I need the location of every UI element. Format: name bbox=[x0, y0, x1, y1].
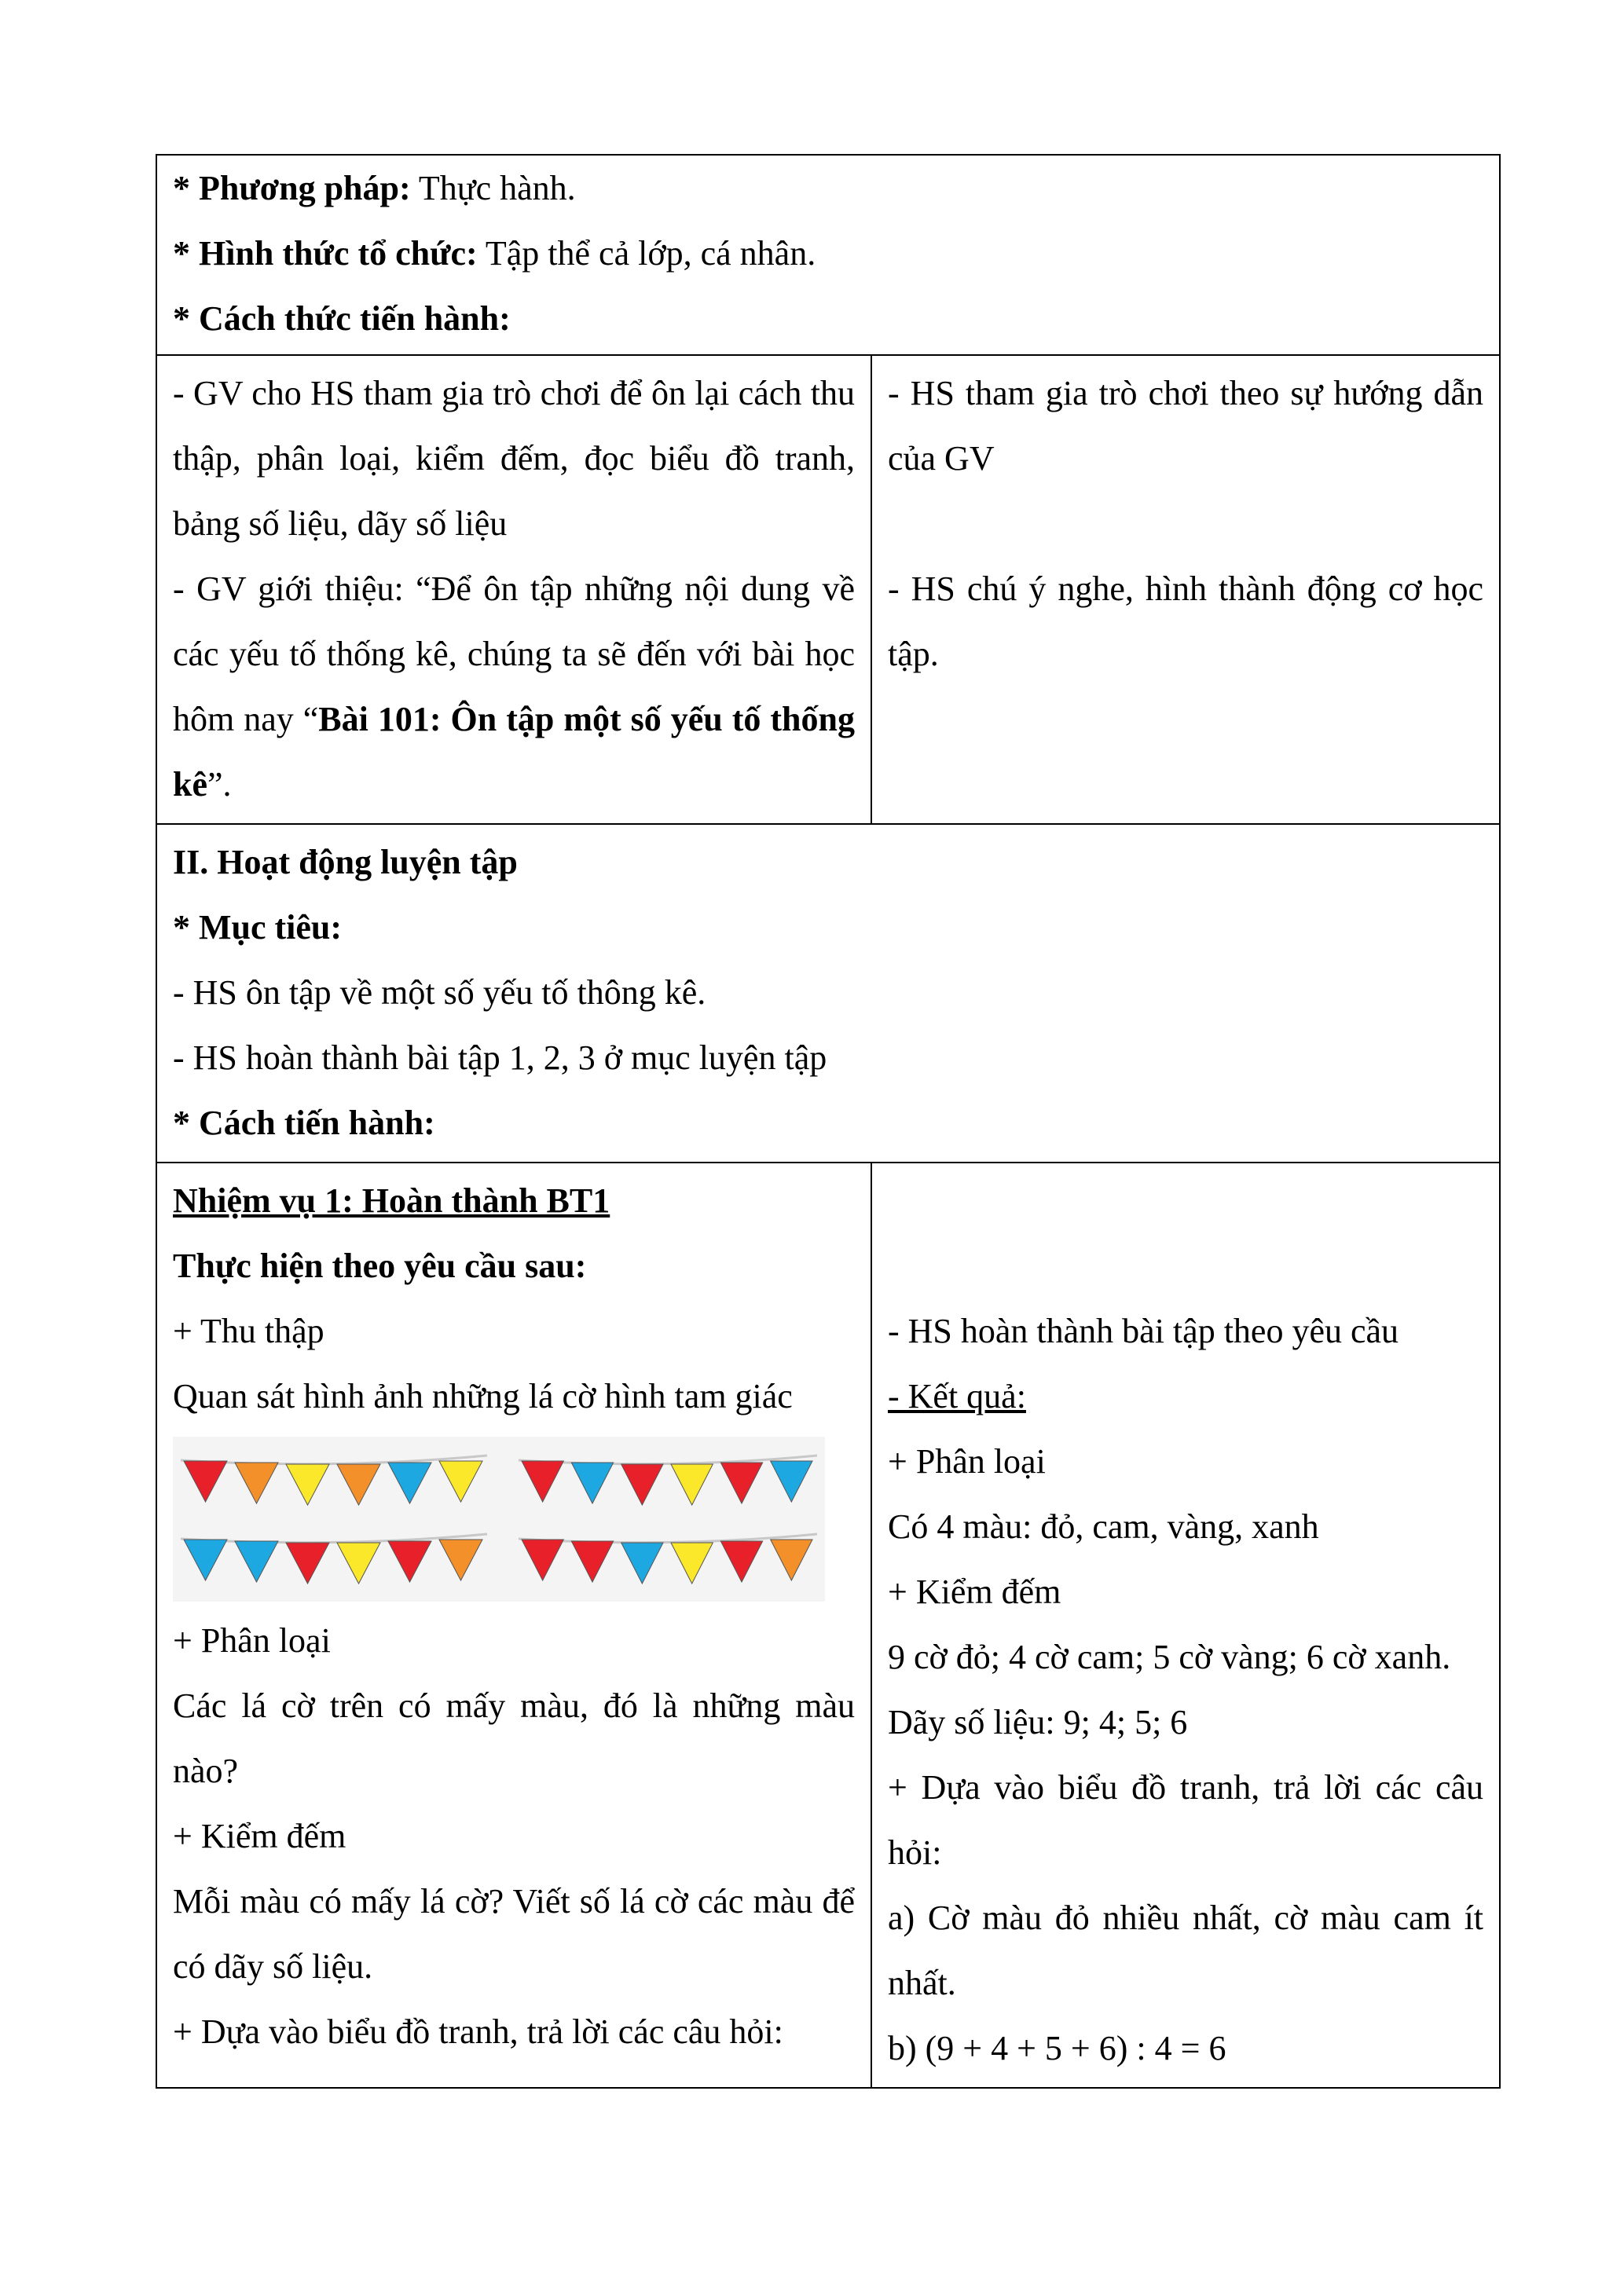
practice-header-row bbox=[156, 824, 1500, 1163]
teacher-cell bbox=[156, 355, 871, 824]
answer-series: Dãy số liệu: 9; 4; 5; 6 bbox=[888, 1703, 1188, 1741]
task-title: Nhiệm vụ 1: Hoàn thành BT1 bbox=[173, 1181, 610, 1220]
task-sub: Thực hiện theo yêu cầu sau: bbox=[173, 1247, 587, 1285]
teacher-activity-2: - GV giới thiệu: “Để ôn tập những nội dung về các yếu tố thống kê, chúng ta sẽ đến với bài học hôm nay “Bài 101: Ôn tập một số yếu tố thống kê”. bbox=[173, 569, 855, 804]
answer-classify: + Phân loại bbox=[888, 1442, 1046, 1481]
teacher-activity-1: - GV cho HS tham gia trò chơi để ôn lại cách thu thập, phân loại, kiểm đếm, đọc biểu đồ tranh, bảng số liệu, dãy số liệu bbox=[173, 374, 855, 543]
task1-teacher-cell bbox=[156, 1163, 871, 2088]
count-label: + Kiểm đếm bbox=[173, 1817, 346, 1855]
form-line: * Hình thức tổ chức: Tập thể cả lớp, cá nhân. bbox=[173, 234, 816, 273]
procedure-label: * Cách thức tiến hành: bbox=[173, 299, 511, 338]
method-row bbox=[156, 155, 1500, 355]
lesson-table bbox=[156, 154, 1501, 2089]
answer-count-values: 9 cờ đỏ; 4 cờ cam; 5 cờ vàng; 6 cờ xanh. bbox=[888, 1638, 1451, 1676]
student-cell bbox=[871, 355, 1500, 824]
answer-b: b) (9 + 4 + 5 + 6) : 4 = 6 bbox=[888, 2029, 1226, 2067]
answer-result-label: - Kết quả: bbox=[888, 1377, 1026, 1415]
student-activity-2: - HS chú ý nghe, hình thành động cơ học tập. bbox=[888, 569, 1484, 673]
student-activity-1: - HS tham gia trò chơi theo sự hướng dẫn của GV bbox=[888, 374, 1484, 478]
classify-question: Các lá cờ trên có mấy màu, đó là những màu nào? bbox=[173, 1686, 855, 1790]
answer-count: + Kiểm đếm bbox=[888, 1573, 1061, 1611]
answer-chart: + Dựa vào biểu đồ tranh, trả lời các câu hỏi: bbox=[888, 1768, 1484, 1872]
answer-intro: - HS hoàn thành bài tập theo yêu cầu bbox=[888, 1312, 1399, 1350]
answer-colors: Có 4 màu: đỏ, cam, vàng, xanh bbox=[888, 1507, 1319, 1546]
goal-2: - HS hoàn thành bài tập 1, 2, 3 ở mục luyện tập bbox=[173, 1038, 827, 1077]
intro-activity-row bbox=[156, 355, 1500, 824]
classify-label: + Phân loại bbox=[173, 1621, 331, 1660]
section-heading: II. Hoạt động luyện tập bbox=[173, 843, 518, 881]
collect-label: + Thu thập bbox=[173, 1312, 324, 1350]
method-line: * Phương pháp: Thực hành. bbox=[173, 169, 576, 207]
lesson-plan-page bbox=[156, 154, 1499, 2089]
answer-a: a) Cờ màu đỏ nhiều nhất, cờ màu cam ít nhất. bbox=[888, 1899, 1484, 2002]
task1-row bbox=[156, 1163, 1500, 2088]
observe-text: Quan sát hình ảnh những lá cờ hình tam giác bbox=[173, 1377, 793, 1415]
goal-label: * Mục tiêu: bbox=[173, 908, 343, 947]
goal-1: - HS ôn tập về một số yếu tố thông kê. bbox=[173, 973, 706, 1012]
triangle-flags-image bbox=[173, 1437, 825, 1602]
task1-student-cell bbox=[871, 1163, 1500, 2088]
procedure-label-2: * Cách tiến hành: bbox=[173, 1104, 435, 1142]
count-question: Mỗi màu có mấy lá cờ? Viết số lá cờ các màu để có dãy số liệu. bbox=[173, 1882, 855, 1986]
chart-question: + Dựa vào biểu đồ tranh, trả lời các câu hỏi: bbox=[173, 2012, 783, 2051]
